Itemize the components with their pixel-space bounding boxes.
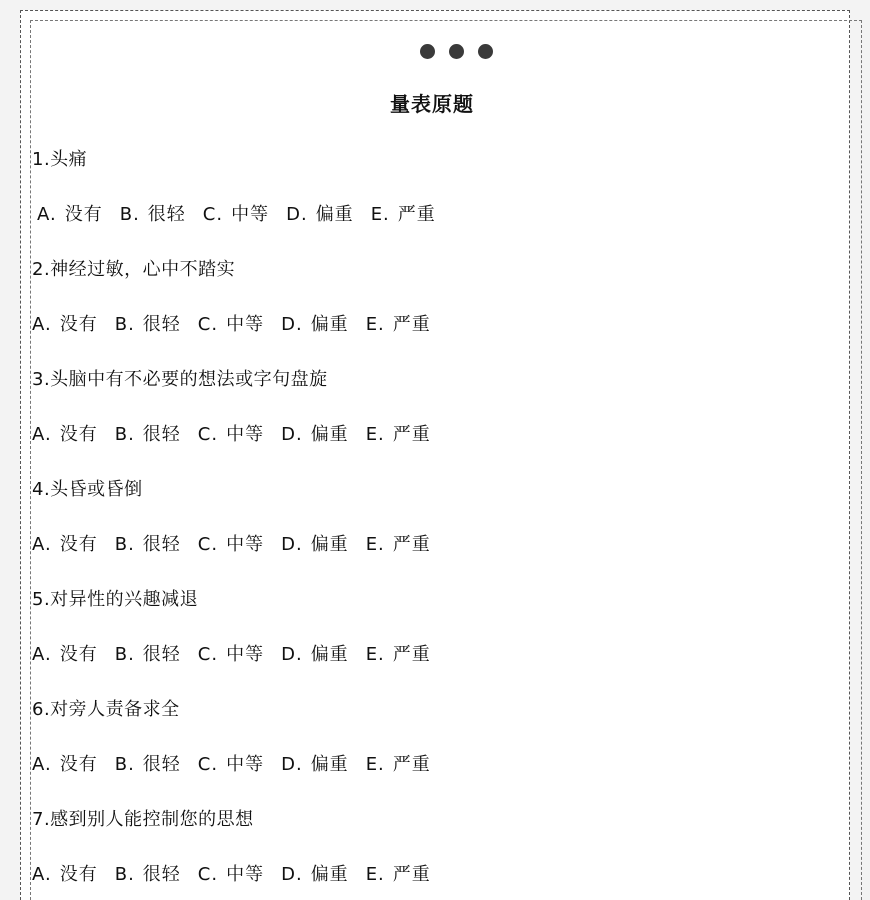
option-label: 严重	[392, 534, 431, 555]
option-letter: D.	[281, 754, 303, 775]
answer-options	[37, 200, 453, 226]
answer-option[interactable]	[198, 860, 264, 886]
option-letter: D.	[281, 424, 303, 445]
answer-option[interactable]	[32, 310, 98, 336]
answer-option[interactable]	[366, 860, 431, 886]
option-label: 严重	[392, 314, 431, 335]
answer-option[interactable]	[198, 640, 264, 666]
option-label: 严重	[392, 644, 431, 665]
option-label: 中等	[226, 534, 265, 555]
option-label: 没有	[59, 864, 98, 885]
question-text: 7.感到别人能控制您的思想	[32, 809, 254, 830]
option-letter: D.	[281, 314, 303, 335]
option-label: 没有	[59, 644, 98, 665]
answer-option[interactable]	[32, 420, 98, 446]
option-label: 很轻	[142, 864, 181, 885]
option-letter: D.	[286, 204, 308, 225]
option-letter: C.	[197, 644, 219, 665]
answer-option[interactable]	[281, 750, 349, 776]
option-label: 没有	[64, 204, 103, 225]
answer-option[interactable]	[198, 420, 264, 446]
option-label: 中等	[226, 424, 265, 445]
option-label: 偏重	[310, 754, 349, 775]
option-label: 没有	[59, 754, 98, 775]
answer-option[interactable]	[32, 750, 98, 776]
option-label: 中等	[226, 864, 265, 885]
option-label: 偏重	[310, 644, 349, 665]
answer-option[interactable]	[115, 310, 181, 336]
option-label: 中等	[226, 754, 265, 775]
answer-option[interactable]	[115, 530, 181, 556]
answer-option[interactable]	[198, 750, 264, 776]
question-text: 3.头脑中有不必要的想法或字句盘旋	[32, 369, 328, 390]
option-label: 很轻	[142, 534, 181, 555]
question-text: 6.对旁人责备求全	[32, 699, 180, 720]
option-letter: E.	[370, 204, 390, 225]
option-label: 偏重	[310, 864, 349, 885]
answer-option[interactable]	[281, 310, 349, 336]
answer-option[interactable]	[37, 200, 103, 226]
answer-option[interactable]	[281, 530, 349, 556]
option-letter: B.	[114, 754, 135, 775]
question-text: 4.头昏或昏倒	[32, 479, 143, 500]
option-letter: C.	[197, 424, 219, 445]
question-text: 2.神经过敏，心中不踏实	[32, 259, 236, 280]
answer-option[interactable]	[120, 200, 186, 226]
option-label: 严重	[392, 754, 431, 775]
answer-option[interactable]	[115, 640, 181, 666]
answer-option[interactable]	[203, 200, 269, 226]
answer-option[interactable]	[115, 750, 181, 776]
answer-option[interactable]	[198, 530, 264, 556]
option-letter: A.	[37, 204, 57, 225]
option-letter: D.	[281, 644, 303, 665]
answer-option[interactable]	[366, 750, 431, 776]
option-label: 很轻	[142, 644, 181, 665]
option-letter: A.	[32, 644, 52, 665]
question-text: 1.头痛	[32, 149, 88, 170]
option-label: 严重	[392, 424, 431, 445]
option-label: 中等	[231, 204, 270, 225]
option-letter: E.	[365, 754, 385, 775]
option-letter: B.	[119, 204, 140, 225]
answer-options	[32, 310, 448, 336]
option-letter: E.	[365, 864, 385, 885]
answer-options	[32, 640, 448, 666]
answer-option[interactable]	[366, 310, 431, 336]
option-letter: E.	[365, 534, 385, 555]
option-label: 偏重	[315, 204, 354, 225]
option-letter: A.	[32, 754, 52, 775]
answer-option[interactable]	[115, 420, 181, 446]
dot-icon	[449, 44, 464, 59]
option-label: 严重	[397, 204, 436, 225]
option-letter: A.	[32, 424, 52, 445]
option-label: 很轻	[142, 754, 181, 775]
answer-option[interactable]	[366, 530, 431, 556]
option-letter: C.	[197, 864, 219, 885]
option-label: 很轻	[147, 204, 186, 225]
answer-option[interactable]	[281, 420, 349, 446]
answer-options	[32, 750, 448, 776]
dot-icon	[478, 44, 493, 59]
option-letter: E.	[365, 314, 385, 335]
option-label: 很轻	[142, 314, 181, 335]
option-letter: A.	[32, 534, 52, 555]
option-label: 没有	[59, 534, 98, 555]
option-letter: C.	[197, 314, 219, 335]
option-letter: B.	[114, 644, 135, 665]
option-letter: E.	[365, 644, 385, 665]
answer-option[interactable]	[366, 420, 431, 446]
dot-icon	[420, 44, 435, 59]
option-letter: A.	[32, 314, 52, 335]
answer-option[interactable]	[281, 640, 349, 666]
option-letter: B.	[114, 424, 135, 445]
answer-option[interactable]	[32, 530, 98, 556]
option-label: 中等	[226, 314, 265, 335]
option-letter: C.	[197, 534, 219, 555]
option-letter: D.	[281, 864, 303, 885]
answer-option[interactable]	[371, 200, 436, 226]
option-letter: B.	[114, 534, 135, 555]
more-options-icon[interactable]	[420, 44, 493, 59]
option-label: 偏重	[310, 314, 349, 335]
answer-options	[32, 420, 448, 446]
option-label: 很轻	[142, 424, 181, 445]
option-label: 没有	[59, 314, 98, 335]
option-letter: C.	[202, 204, 224, 225]
option-letter: C.	[197, 754, 219, 775]
option-label: 严重	[392, 864, 431, 885]
answer-option[interactable]	[366, 640, 431, 666]
option-label: 没有	[59, 424, 98, 445]
question-text: 5.对异性的兴趣减退	[32, 589, 199, 610]
option-letter: B.	[114, 314, 135, 335]
answer-option[interactable]	[32, 860, 98, 886]
answer-option[interactable]	[281, 860, 349, 886]
answer-options	[32, 860, 448, 886]
option-label: 偏重	[310, 424, 349, 445]
option-letter: B.	[114, 864, 135, 885]
option-label: 偏重	[310, 534, 349, 555]
answer-options	[32, 530, 448, 556]
option-letter: E.	[365, 424, 385, 445]
answer-option[interactable]	[286, 200, 354, 226]
option-letter: D.	[281, 534, 303, 555]
answer-option[interactable]	[198, 310, 264, 336]
option-letter: A.	[32, 864, 52, 885]
answer-option[interactable]	[115, 860, 181, 886]
page-title: 量表原题	[390, 92, 474, 116]
answer-option[interactable]	[32, 640, 98, 666]
option-label: 中等	[226, 644, 265, 665]
